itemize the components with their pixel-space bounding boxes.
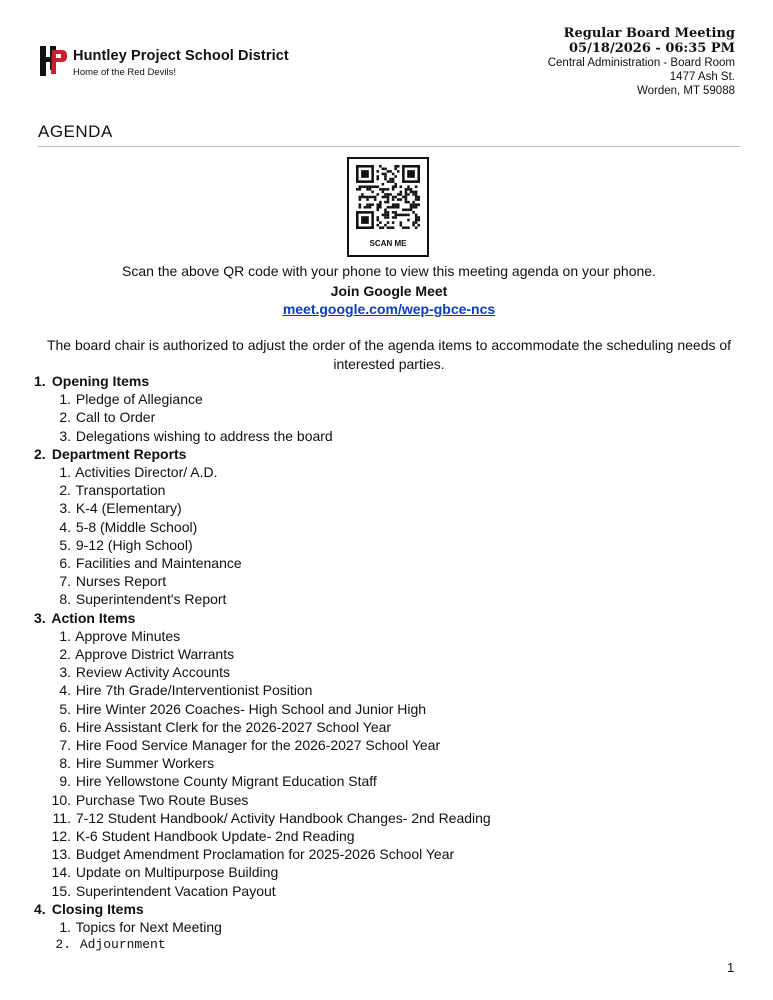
item-text: Topics for Next Meeting (75, 919, 222, 936)
agenda-list (34, 372, 491, 955)
agenda-item (34, 390, 491, 408)
district-name: Huntley Project School District (73, 48, 289, 64)
qr-code[interactable] (347, 157, 429, 257)
item-text: Hire 7th Grade/Interventionist Position (75, 682, 313, 699)
item-number: 1. (59, 391, 71, 408)
page-number: 1 (727, 960, 735, 975)
section-number: 1. (34, 373, 46, 389)
item-text: Review Activity Accounts (75, 664, 230, 681)
agenda-item (34, 536, 491, 554)
item-number: 13. (51, 846, 71, 863)
item-text: Hire Assistant Clerk for the 2026-2027 School Year (75, 718, 392, 735)
section-title: Closing Items (51, 900, 144, 917)
item-text: Hire Winter 2026 Coaches- High School and Junior High (75, 700, 427, 717)
agenda-item (34, 518, 491, 536)
agenda-item (34, 408, 491, 426)
agenda-item (34, 645, 491, 663)
item-text: Call to Order (75, 409, 156, 426)
agenda-item (34, 590, 491, 608)
item-text: Approve Minutes (75, 627, 181, 644)
item-text: Budget Amendment Proclamation for 2025-2026 School Year (75, 846, 455, 863)
agenda-section-heading (34, 900, 491, 918)
item-number: 1. (59, 464, 71, 481)
agenda-section-heading (34, 609, 491, 627)
item-number: 7. (59, 573, 71, 590)
section-title: Opening Items (51, 373, 150, 389)
item-text: Hire Yellowstone County Migrant Education Staff (75, 773, 377, 790)
item-number: 12. (51, 828, 71, 845)
item-number: 4. (59, 518, 71, 535)
meeting-datetime: 05/18/2026 - 06:35 PM (569, 41, 735, 56)
agenda-item (34, 845, 491, 863)
district-logo-icon (38, 44, 68, 78)
item-number: 6. (59, 718, 71, 735)
item-text: Approve District Warrants (75, 646, 235, 663)
section-title: Department Reports (51, 445, 187, 462)
item-text: 7-12 Student Handbook/ Activity Handbook Changes- 2nd Reading (75, 809, 491, 826)
agenda-title: AGENDA (38, 122, 113, 141)
agenda-item (34, 700, 491, 718)
agenda-item (34, 554, 491, 572)
agenda-item (34, 791, 491, 809)
title-divider (38, 146, 740, 147)
item-number: 5. (59, 700, 71, 717)
item-number: 5. (59, 536, 71, 553)
item-text: Superintendent Vacation Payout (75, 882, 276, 899)
agenda-item (34, 627, 491, 645)
agenda-section-heading (34, 372, 491, 390)
item-number: 3. (59, 500, 71, 517)
item-number: 8. (59, 755, 71, 772)
district-tagline: Home of the Red Devils! (73, 67, 176, 78)
item-number: 1. (59, 919, 71, 936)
meet-link[interactable]: meet.google.com/wep-gbce-ncs (282, 301, 496, 317)
item-text: Hire Summer Workers (75, 755, 215, 772)
qr-label: SCAN ME (369, 239, 407, 248)
section-number: 2. (34, 445, 46, 462)
agenda-item (34, 918, 491, 936)
item-text: 9-12 (High School) (75, 536, 193, 553)
item-text: Adjournment (79, 937, 166, 953)
item-number: 9. (59, 773, 71, 790)
agenda-item (34, 499, 491, 517)
agenda-item (34, 882, 491, 900)
item-text: Delegations wishing to address the board (75, 427, 333, 444)
agenda-item (34, 827, 491, 845)
item-number: 3. (59, 664, 71, 681)
agenda-item (34, 809, 491, 827)
item-number: 7. (59, 737, 71, 754)
agenda-item (34, 427, 491, 445)
meeting-location: Central Administration - Board Room (547, 57, 735, 69)
section-number: 4. (34, 900, 46, 917)
agenda-item (34, 863, 491, 881)
item-number: 14. (51, 864, 71, 881)
item-number: 10. (51, 791, 71, 808)
meeting-info (548, 26, 735, 98)
agenda-item (34, 772, 491, 790)
item-text: Superintendent's Report (75, 591, 227, 608)
item-number: 2. (55, 937, 71, 953)
agenda-item (34, 936, 491, 954)
chair-notice: The board chair is authorized to adjust the order of the agenda items to accommodate the scheduling needs of interested parties. (46, 337, 732, 372)
item-number: 1. (59, 627, 71, 644)
agenda-item (34, 572, 491, 590)
item-text: Update on Multipurpose Building (75, 864, 279, 881)
item-number: 3. (59, 427, 71, 444)
agenda-item (34, 481, 491, 499)
item-number: 8. (59, 591, 71, 608)
join-label: Join Google Meet (330, 283, 448, 299)
qr-code-icon (356, 165, 420, 229)
item-text: Pledge of Allegiance (75, 391, 203, 408)
agenda-item (34, 681, 491, 699)
item-number: 2. (59, 482, 71, 499)
item-number: 2. (59, 646, 71, 663)
item-text: Hire Food Service Manager for the 2026-2027 School Year (75, 737, 441, 754)
agenda-item (34, 663, 491, 681)
item-text: Nurses Report (75, 573, 167, 590)
item-text: 5-8 (Middle School) (75, 518, 198, 535)
item-number: 15. (51, 882, 71, 899)
item-number: 2. (59, 409, 71, 426)
item-number: 11. (52, 809, 71, 826)
item-text: K-4 (Elementary) (75, 500, 182, 517)
agenda-section-heading (34, 445, 491, 463)
agenda-item (34, 754, 491, 772)
address-line-2: Worden, MT 59088 (636, 85, 735, 97)
agenda-item (34, 463, 491, 481)
item-text: Facilities and Maintenance (75, 555, 242, 572)
address-line-1: 1477 Ash St. (669, 71, 735, 83)
meeting-type: Regular Board Meeting (563, 26, 735, 41)
item-text: Activities Director/ A.D. (75, 464, 218, 481)
agenda-item (34, 736, 491, 754)
item-number: 4. (59, 682, 71, 699)
agenda-item (34, 718, 491, 736)
section-number: 3. (34, 609, 46, 626)
item-text: K-6 Student Handbook Update- 2nd Reading (75, 828, 355, 845)
item-number: 6. (59, 555, 71, 572)
scan-instructions: Scan the above QR code with your phone to view this meeting agenda on your phone. (122, 263, 656, 279)
item-text: Purchase Two Route Buses (75, 791, 249, 808)
item-text: Transportation (75, 482, 166, 499)
meet-link-row (38, 301, 740, 317)
section-title: Action Items (51, 609, 136, 626)
